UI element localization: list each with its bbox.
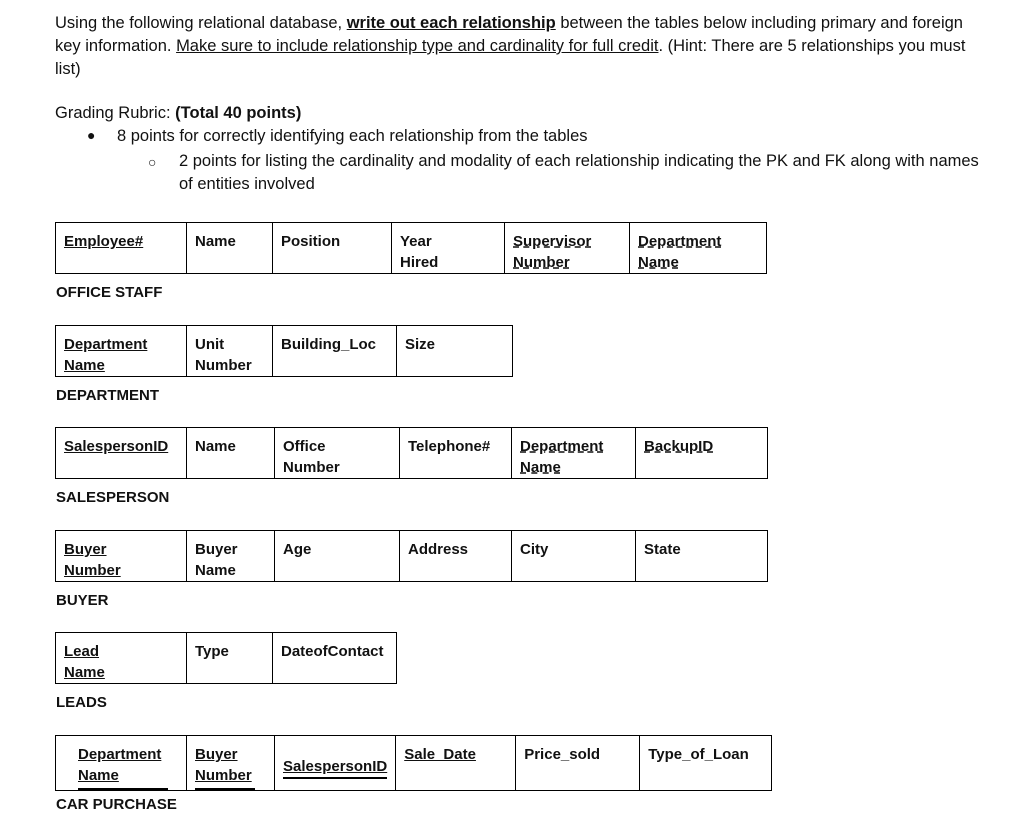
rubric-label: Grading Rubric: <box>55 104 176 122</box>
table-cell: DateofContact <box>273 633 397 684</box>
table-cell: SalespersonID <box>275 736 396 791</box>
table-cell: Buyer Number <box>56 531 187 582</box>
buyer-label: BUYER <box>56 592 109 609</box>
rubric-title <box>55 104 301 123</box>
rubric-sub-bullet-text: 2 points for listing the cardinality and modality of each relationship indicating the PK and FK along with names of entities involved <box>179 152 979 193</box>
instructions-part3: . (Hint: There are 5 relationships you must list) <box>55 37 966 78</box>
table-cell: Type <box>187 633 273 684</box>
table-cell: City <box>512 531 636 582</box>
table-cell: Size <box>397 326 513 377</box>
instructions <box>55 12 975 81</box>
table-cell: Price_sold <box>516 736 640 791</box>
table-cell: BackupID <box>636 428 768 479</box>
buyer-table <box>55 530 768 582</box>
department-label: DEPARTMENT <box>56 387 160 404</box>
leads-table <box>55 632 397 684</box>
office-staff-label: OFFICE STAFF <box>56 284 163 301</box>
bullet-circle-icon: ○ <box>148 154 157 170</box>
table-cell: Department Name <box>630 223 767 274</box>
table-cell: Telephone# <box>400 428 512 479</box>
table-cell: Department Name <box>56 326 187 377</box>
car-purchase-table <box>55 735 772 791</box>
table-cell: Office Number <box>275 428 400 479</box>
instructions-underlined: Make sure to include relationship type and cardinality for full credit <box>176 37 659 55</box>
department-table <box>55 325 513 377</box>
salesperson-table <box>55 427 768 479</box>
table-cell: Name <box>187 428 275 479</box>
table-cell: Building_Loc <box>273 326 397 377</box>
table-cell: Year Hired <box>392 223 505 274</box>
rubric-bullet-text: 8 points for correctly identifying each relationship from the tables <box>117 127 588 145</box>
table-cell: Type_of_Loan <box>640 736 772 791</box>
table-cell: State <box>636 531 768 582</box>
table-cell: Supervisor Number <box>505 223 630 274</box>
office-staff-table <box>55 222 767 274</box>
table-cell: Buyer Number <box>187 736 275 791</box>
table-cell: Address <box>400 531 512 582</box>
leads-label: LEADS <box>56 694 107 711</box>
bullet-dot-icon: ● <box>87 127 96 143</box>
table-cell: Age <box>275 531 400 582</box>
salesperson-label: SALESPERSON <box>56 489 170 506</box>
table-cell: Department Name <box>512 428 636 479</box>
table-cell: Sale_Date <box>396 736 516 791</box>
rubric-total: (Total 40 points) <box>175 104 302 122</box>
table-cell: Buyer Name <box>187 531 275 582</box>
car-purchase-label: CAR PURCHASE <box>56 796 177 813</box>
table-cell: Name <box>187 223 273 274</box>
table-cell: Position <box>273 223 392 274</box>
table-cell: Lead Name <box>56 633 187 684</box>
table-cell: Employee# <box>56 223 187 274</box>
instructions-bold: write out each relationship <box>346 14 556 32</box>
table-cell: Unit Number <box>187 326 273 377</box>
table-cell: SalespersonID <box>56 428 187 479</box>
instructions-part1: Using the following relational database, <box>55 14 347 32</box>
table-cell: Department Name <box>56 736 187 791</box>
instructions-part2: between the tables below including primary and foreign key information. <box>55 14 963 55</box>
